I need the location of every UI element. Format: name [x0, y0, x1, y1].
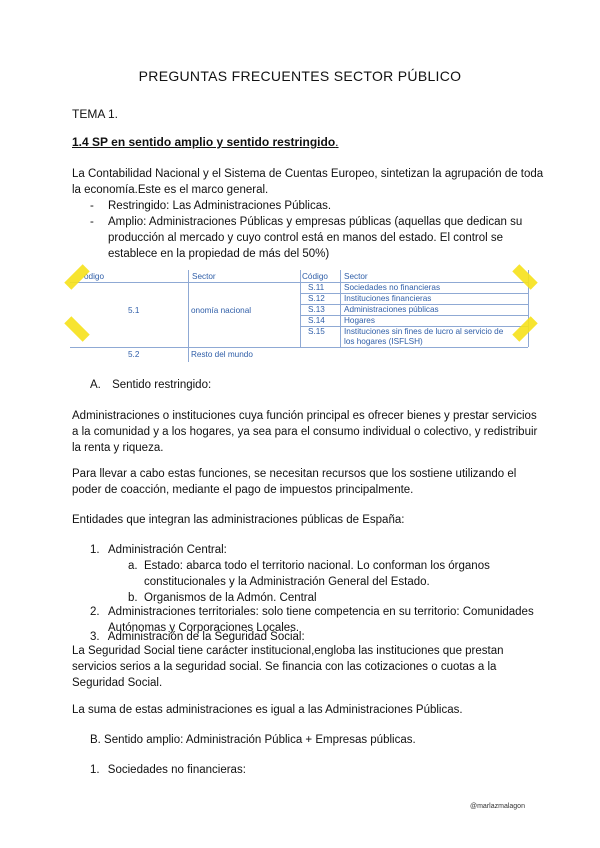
bullet-dash: -	[90, 216, 94, 228]
table-cell: 5.2	[128, 350, 140, 359]
text-line: La Contabilidad Nacional y el Sistema de Cuentas Europeo, sintetizan la agrupación de toda	[72, 168, 544, 180]
list-number: 3.	[90, 631, 100, 643]
list-item: Administración de la Seguridad Social:	[107, 631, 305, 643]
sublist-letter: a.	[128, 560, 138, 572]
text-line: la economía.Este es el marco general.	[72, 184, 269, 196]
table-cell: S.13	[308, 305, 325, 314]
text-line: producción al mercado y cuyo control está en manos del estado. El control se	[108, 232, 504, 244]
text-line: servicios serios a la seguridad social. Se financia con las cotizaciones o cuotas a la	[72, 661, 497, 673]
table-header: ódigo	[84, 272, 105, 281]
section-a-letter: A.	[90, 379, 101, 391]
table-cell: los hogares (ISFLSH)	[344, 337, 423, 346]
table-rule	[300, 270, 301, 347]
table-header: Código	[302, 272, 328, 281]
table-cell: onomía nacional	[191, 306, 252, 315]
table-rule	[300, 315, 528, 316]
tape-decoration	[64, 316, 89, 341]
paragraph	[72, 466, 516, 498]
text-line: Administraciones o instituciones cuya función principal es ofrecer bienes y prestar servicios	[72, 410, 537, 422]
list-item: Autónomas y Corporaciones Locales.	[108, 622, 300, 634]
section-heading	[72, 135, 339, 149]
sublist-item: Organismos de la Admón. Central	[144, 592, 317, 604]
text-line: Para llevar a cabo estas funciones, se necesitan recursos que los sostiene utilizando el	[72, 468, 517, 480]
list-number: 1.	[90, 764, 100, 776]
text-line: a la comunidad y a los hogares, ya sea para el consumo individual o colectivo, y redistribuir	[72, 426, 538, 438]
section-heading-text: 1.4 SP en sentido amplio y sentido restringido	[72, 135, 336, 149]
section-a	[90, 377, 211, 393]
text-line: poder de coacción, mediante el pago de impuestos principalmente.	[72, 484, 414, 496]
tape-decoration	[512, 264, 537, 289]
numbered-list	[90, 542, 540, 642]
sublist-item: constitucionales y la Administración General del Estado.	[144, 576, 430, 588]
bullet-text: Restringido: Las Administraciones Públicas.	[108, 200, 332, 212]
intro-paragraph	[72, 166, 543, 198]
table-cell: Hogares	[344, 316, 375, 325]
table-cell: S.12	[308, 294, 325, 303]
bullet-dash: -	[90, 200, 94, 212]
paragraph	[72, 643, 504, 691]
list-number: 1.	[90, 544, 100, 556]
table-cell: 5.1	[128, 306, 140, 315]
text-line: establece en la propiedad de más del 50%)	[108, 248, 330, 260]
table-cell: Resto del mundo	[191, 350, 253, 359]
text-line: Amplio: Administraciones Públicas y empresas públicas (aquellas que dedican su	[108, 216, 523, 228]
list-item: Administraciones territoriales: solo tiene competencia en su territorio: Comunidades	[108, 606, 534, 618]
table-rule	[70, 347, 528, 348]
page-title: PREGUNTAS FRECUENTES SECTOR PÚBLICO	[138, 68, 462, 84]
paragraph	[72, 408, 537, 456]
section-b: B. Sentido amplio: Administración Pública + Empresas públicas.	[90, 734, 416, 746]
paragraph: La suma de estas administraciones es igual a las Administraciones Públicas.	[72, 704, 463, 716]
sector-table-image	[70, 270, 530, 362]
watermark: @marlazmalagon	[470, 803, 525, 810]
table-rule	[340, 270, 341, 347]
table-header: Sector	[192, 272, 216, 281]
table-rule	[70, 282, 528, 283]
table-cell: S.15	[308, 327, 325, 336]
final-list-item	[90, 762, 246, 778]
text-line: la renta y riqueza.	[72, 442, 164, 454]
list-item: Administración Central:	[108, 544, 227, 556]
table-header: Sector	[344, 272, 368, 281]
table-rule	[188, 270, 189, 362]
paragraph: Entidades que integran las administraciones públicas de España:	[72, 514, 405, 526]
table-cell: S.14	[308, 316, 325, 325]
sublist-item: Estado: abarca todo el territorio nacional. Lo conforman los órganos	[144, 560, 490, 572]
text-line: La Seguridad Social tiene carácter institucional,engloba las instituciones que prestan	[72, 645, 504, 657]
section-a-label: Sentido restringido:	[112, 379, 212, 391]
list-number: 2.	[90, 606, 100, 618]
table-cell: Administraciones públicas	[344, 305, 439, 314]
tema-label: TEMA 1.	[72, 107, 119, 121]
bullet-text	[108, 214, 526, 262]
table-cell: S.11	[308, 283, 325, 292]
tape-decoration	[512, 316, 537, 341]
table-cell: Instituciones financieras	[344, 294, 432, 303]
sublist-letter: b.	[128, 592, 138, 604]
table-cell: Instituciones sin fines de lucro al servicio de	[344, 327, 504, 336]
section-heading-dot: .	[335, 135, 339, 149]
text-line: Seguridad Social.	[72, 677, 163, 689]
table-cell: Sociedades no financieras	[344, 283, 441, 292]
list-item: Sociedades no financieras:	[107, 764, 246, 776]
